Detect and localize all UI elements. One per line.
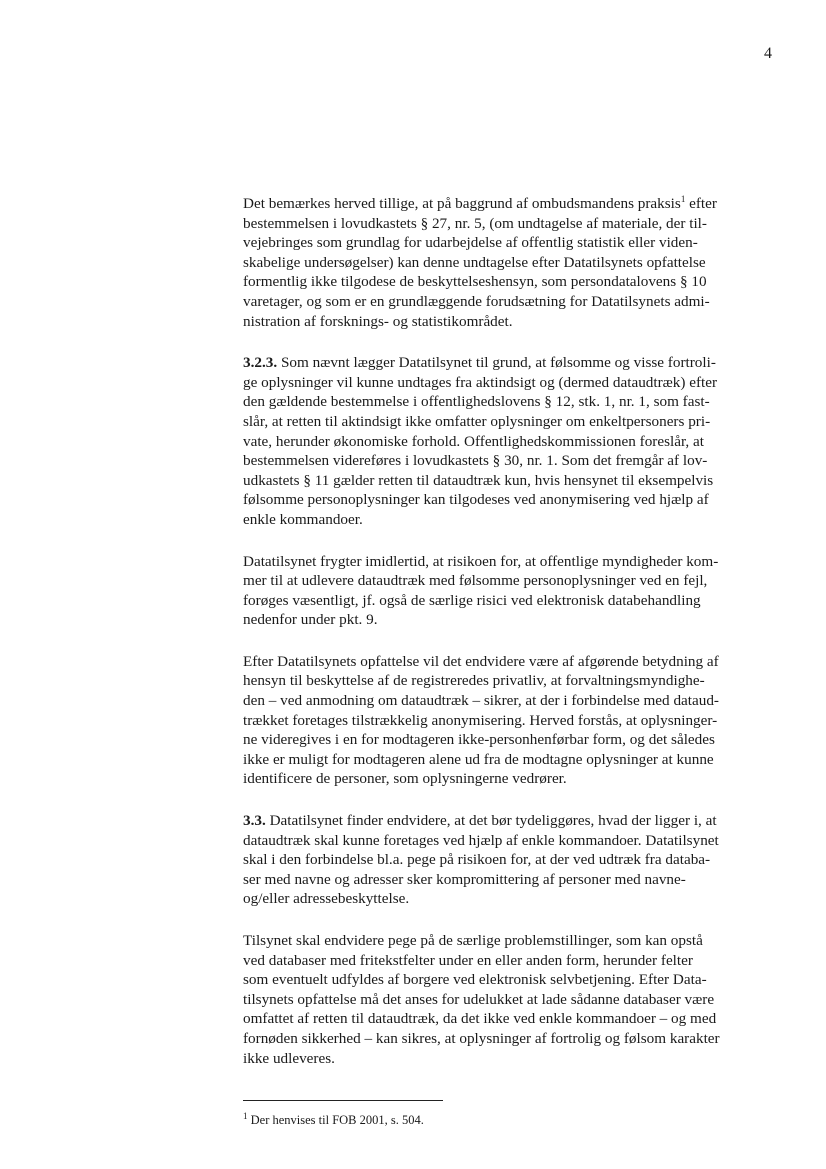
footnote-divider xyxy=(243,1100,443,1101)
footnote xyxy=(243,1112,424,1128)
paragraph-text: Det bemærkes herved tillige, at på baggrund af ombudsmandens praksis xyxy=(243,195,681,212)
paragraph-section-3-3 xyxy=(243,811,770,909)
paragraph-ombudsmand-praksis xyxy=(243,194,770,331)
paragraph-text: Tilsynet skal endvidere pege på de særlige problemstillinger, som kan opstå ved databaser med fritekstfelter under en eller anden form, herunder felter som eventuelt udfyldes af borgere ved elektronisk selvbetjening. Efter Data- tilsynets opfattelse må det anses for udelukket at lade sådanne databaser være omfattet af retten til dataudtræk, da det ikke ved enkle kommandoer – og med fornøden sikkerhed – kan sikres, at oplysninger af fortrolig og følsom karakter ikke udleveres. xyxy=(243,932,720,1067)
paragraph-free-text-fields xyxy=(243,931,770,1068)
footnote-mark: 1 xyxy=(243,1110,248,1121)
paragraph-text: Som nævnt lægger Datatilsynet til grund, at følsomme og visse fortroli- ge oplysninger vil kunne undtages fra aktindsigt og (dermed dataudtræk) efter den gældende bestemmelse i offentlighedslovens § 12, stk. 1, nr. 1, som fast- slår, at retten til aktindsigt ikke omfatter oplysninger om enkeltpersoners pri- vate, herunder økonomiske forhold. Offentlighedskommissionen foreslår, at bestemmelsen videreføres i lovudkastets § 30, nr. 1. Som det fremgår af lov- udkastets § 11 gælder retten til dataudtræk kun, hvis hensynet til eksempelvis følsomme personoplysninger kan tilgodeses ved anonymisering ved hjælp af enkle kommandoer. xyxy=(243,354,718,528)
paragraph-text: Datatilsynet finder endvidere, at det bør tydeliggøres, hvad der ligger i, at dataudtræk skal kunne foretages ved hjælp af enkle kommandoer. Datatilsynet skal i den forbindelse bl.a. pege på risikoen for, at der ved udtræk fra databa- ser med navne og adresser sker kompromittering af personer med navne- og/eller adressebeskyttelse. xyxy=(243,812,719,908)
paragraph-section-3-2-3 xyxy=(243,353,770,529)
section-number: 3.3. xyxy=(243,812,266,830)
paragraph-risk xyxy=(243,552,770,630)
section-number: 3.2.3. xyxy=(243,354,278,372)
document-body xyxy=(243,194,770,1090)
paragraph-text-continued: efter bestemmelsen i lovudkastets § 27, nr. 5, (om undtagelse af materiale, der til- vejebringes som grundlag for udarbejdelse af offentlig statistik eller viden- skabelige undersøgelser) kan denne undtagelse efter Datatilsynets opfattelse formentlig ikke tilgodese de beskyttelseshensyn, som persondatalovens § 10 varetager, og som er en grundlæggende forudsætning for Datatilsynets admi- nistration af forsknings- og statistikområdet. xyxy=(243,195,717,330)
footnote-text: Der henvises til FOB 2001, s. 504. xyxy=(247,1113,424,1127)
paragraph-anonymisation xyxy=(243,652,770,789)
footnote-reference: 1 xyxy=(680,193,686,204)
paragraph-text: Efter Datatilsynets opfattelse vil det endvidere være af afgørende betydning af hensyn til beskyttelse af de registreredes privatliv, at forvaltningsmyndighe- den – ved anmodning om dataudtræk – sikrer, at der i forbindelse med dataud- trækket foretages tilstrækkelig anonymisering. Herved forstås, at oplysninger- ne videregives i en for modtageren ikke-personhenførbar form, og det således ikke er muligt for modtageren alene ud fra de modtagne oplysninger at kunne identificere de personer, som oplysningerne vedrører. xyxy=(243,652,719,788)
paragraph-text: Datatilsynet frygter imidlertid, at risikoen for, at offentlige myndigheder kom- mer til at udlevere dataudtræk med følsomme personoplysninger ved en fejl, forøges væsentligt, jf. også de særlige risici ved elektronisk databehandling nedenfor under pkt. 9. xyxy=(243,552,719,629)
page-number: 4 xyxy=(764,45,772,62)
